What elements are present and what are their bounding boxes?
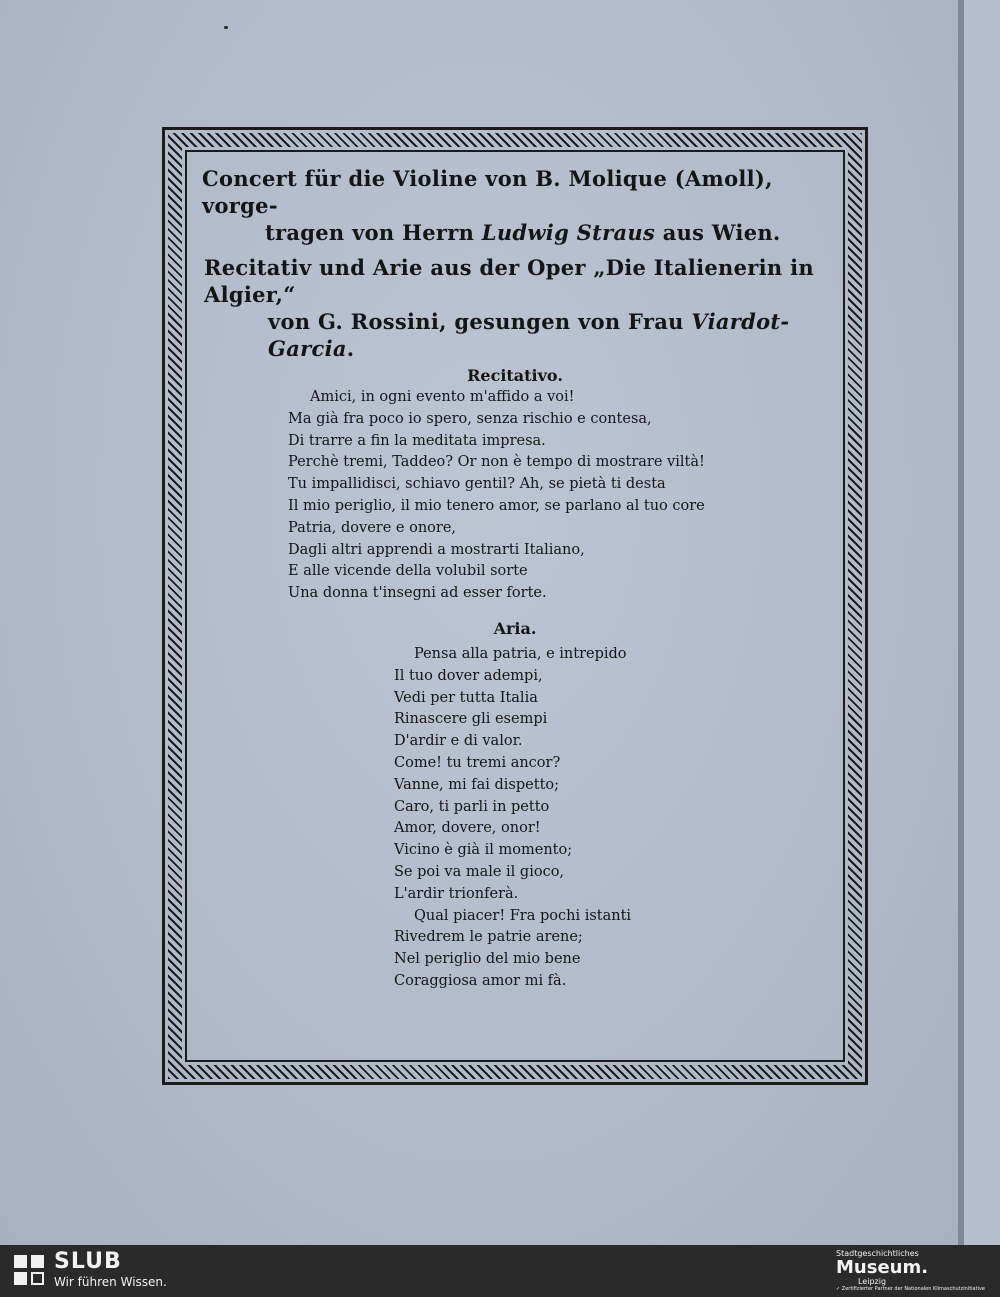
recitativo-line: Tu impallidisci, schiavo gentil? Ah, se pietà ti desta bbox=[288, 476, 666, 493]
item2-line2-post: . bbox=[346, 336, 355, 361]
aria-line: Pensa alla patria, e intrepido bbox=[414, 645, 627, 662]
programme-item-1 bbox=[190, 165, 840, 246]
item1-line2-pre: tragen von Herrn bbox=[265, 220, 482, 245]
aria-line: D'ardir e di valor. bbox=[394, 733, 523, 750]
aria-line: Se poi va male il gioco, bbox=[394, 863, 565, 880]
aria-line: Rivedrem le patrie arene; bbox=[394, 929, 583, 946]
adjacent-page bbox=[964, 0, 1000, 1245]
aria-line: Il tuo dover adempi, bbox=[394, 667, 543, 684]
recitativo-line: Amici, in ogni evento m'affido a voi! bbox=[310, 389, 575, 405]
library-name[interactable]: SLUB bbox=[54, 1249, 122, 1274]
aria-line: Vedi per tutta Italia bbox=[394, 689, 538, 706]
recitativo-text bbox=[190, 387, 840, 605]
item1-line2-post: aus Wien. bbox=[655, 220, 781, 245]
museum-logo[interactable] bbox=[836, 1249, 986, 1293]
recitativo-line: Patria, dovere e onore, bbox=[288, 519, 457, 536]
item2-line2-pre: von G. Rossini, gesungen von Frau bbox=[268, 309, 692, 334]
aria-line: Qual piacer! Fra pochi istanti bbox=[414, 907, 632, 924]
recitativo-line: Ma già fra poco io spero, senza rischio e contesa, bbox=[288, 410, 652, 427]
item1-line2 bbox=[190, 219, 840, 246]
recitativo-line: Il mio periglio, il mio tenero amor, se parlano al tuo core bbox=[288, 497, 705, 514]
aria-line: Coraggiosa amor mi fà. bbox=[394, 972, 567, 989]
recitativo-line: Una donna t'insegni ad esser forte. bbox=[288, 585, 547, 602]
museum-certification: ✓ Zertifizierter Partner der Nationalen Klimaschutzinitiative bbox=[836, 1286, 986, 1292]
recitativo-line: Dagli altri apprendi a mostrarti Italiano, bbox=[288, 541, 585, 558]
programme-item-2 bbox=[190, 254, 840, 362]
aria-line: Vicino è già il momento; bbox=[394, 842, 573, 859]
programme-content bbox=[190, 165, 840, 993]
item2-line1: Recitativ und Arie aus der Oper „Die Italienerin in Algier,“ bbox=[204, 255, 814, 307]
aria-line: Caro, ti parli in petto bbox=[394, 798, 550, 815]
museum-top-text: Stadtgeschichtliches bbox=[836, 1249, 919, 1258]
item2-performer: Viardot-Garcia bbox=[268, 309, 790, 361]
museum-name: Museum. bbox=[836, 1257, 929, 1278]
aria-line: Nel periglio del mio bene bbox=[394, 951, 581, 968]
recitativo-line: Di trarre a fin la meditata impresa. bbox=[288, 432, 546, 449]
museum-city: Leipzig bbox=[858, 1277, 887, 1286]
item1-line1: Concert für die Violine von B. Molique (Amoll), vorge- bbox=[202, 166, 773, 218]
aria-title: Aria. bbox=[493, 618, 537, 638]
recitativo-line: Perchè tremi, Taddeo? Or non è tempo di mostrare viltà! bbox=[288, 454, 705, 471]
library-tagline: Wir führen Wissen. bbox=[54, 1275, 167, 1289]
aria-text bbox=[190, 644, 840, 993]
aria-line: Amor, dovere, onor! bbox=[394, 820, 541, 837]
aria-line: Come! tu tremi ancor? bbox=[394, 754, 561, 771]
recitativo-title: Recitativo. bbox=[467, 366, 563, 385]
item1-performer: Ludwig Straus bbox=[481, 220, 656, 245]
aria-line: L'ardir trionferà. bbox=[394, 885, 519, 902]
item2-line2 bbox=[190, 308, 840, 362]
aria-line: Rinascere gli esempi bbox=[394, 711, 548, 728]
aria-line: Vanne, mi fai dispetto; bbox=[394, 776, 560, 793]
recitativo-line: E alle vicende della volubil sorte bbox=[288, 563, 528, 580]
ink-mark bbox=[224, 26, 228, 29]
viewer-footer bbox=[0, 1245, 1000, 1297]
slub-logo-icon[interactable] bbox=[14, 1255, 44, 1285]
